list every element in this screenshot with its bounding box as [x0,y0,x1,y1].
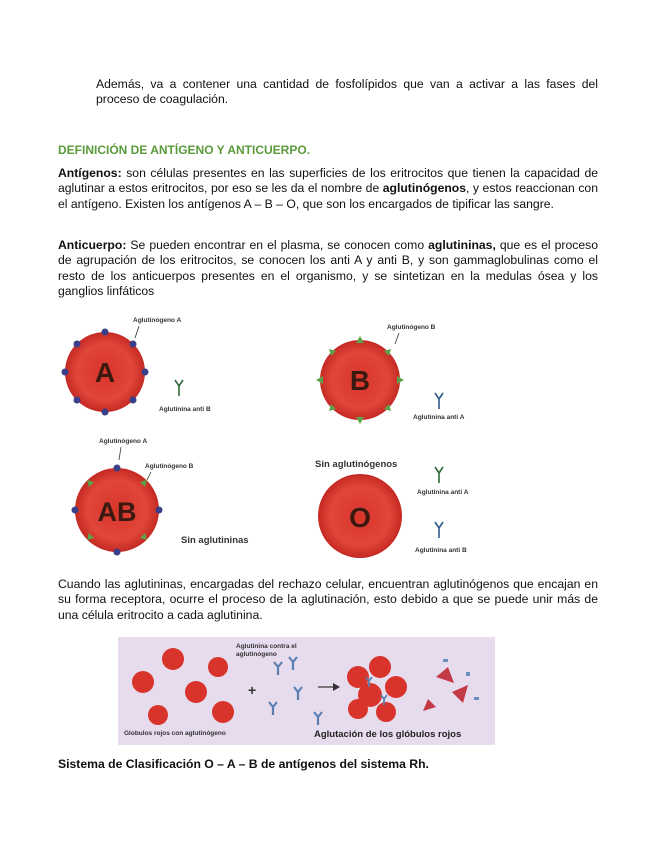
antigenos-paragraph [58,166,598,212]
svg-text:+: + [248,682,257,698]
agglutination-paragraph: Cuando las aglutininas, encargadas del rechazo celular, encuentran aglutinógenos que encajan en su forma receptora, ocurre el proceso de la aglutinación, esto debido a que se puede unir más de una célula eritrocito a cada aglutinina. [58,577,598,622]
antibody-anti-b-icon [175,380,183,396]
label-aglutinina-anti-b: Aglutinina anti B [159,406,211,413]
anticuerpo-paragraph [58,238,598,299]
anticuerpo-text-2: que es el proceso de agrupación de los eritrocitos, se conocen los anti A y anti B, y son gammaglobulinas como el resto de los anticuerpos presentes en el organismo, y se sintetizan en la medulas ósea y los ganglios linfáticos [58,238,598,298]
cell-a [62,329,149,416]
label-o-aglutinina-anti-a: Aglutinina anti A [417,489,469,496]
label-aglutinogeno-a: Aglutinógeno A [133,317,182,324]
cell-o-label: O [349,502,371,533]
antigenos-text-1: son células presentes en las superficies de los eritrocitos que tienen la capacidad de aglutinar a estos eritrocitos, por eso se les da el nombre de [58,166,598,196]
label-aglutacion: Aglutación de los glóbulos rojos [314,729,462,740]
antibody-anti-a-icon [435,393,443,409]
cell-b-label: B [349,365,371,396]
cell-a-label: A [94,357,116,388]
label-aglutinogeno-b: Aglutinógeno B [387,324,436,331]
label-globulos-rojos: Globulos rojos con aglutinógeno [124,730,226,737]
cell-ab [72,465,163,556]
cell-ab-label: AB [97,497,137,527]
aglutininas-term: aglutininas, [428,238,496,252]
agglutination-figure [118,637,495,745]
label-sin-aglutinogenos: Sin aglutinógenos [315,459,398,470]
antibody-o-anti-b-icon [435,522,443,538]
intro-paragraph: Además, va a contener una cantidad de fosfolípidos que van a activar a las fases del proceso de coagulación. [96,77,598,107]
figure-caption: Sistema de Clasificación O – A – B de antígenos del sistema Rh. [58,757,429,771]
antigenos-term: Antígenos: [58,166,122,180]
label-ab-aglutinogeno-b: Aglutinógeno B [145,463,194,470]
label-aglutinina-anti-a: Aglutinina anti A [413,414,465,421]
anticuerpo-text-1: Se pueden encontrar en el plasma, se conocen como [126,238,429,252]
antibody-o-anti-a-icon [435,467,443,483]
aglutinogenos-term: aglutinógenos [382,181,467,196]
cell-b [316,336,404,424]
label-sin-aglutininas: Sin aglutininas [181,535,249,546]
label-aglutinina-contra-2: aglutinógeno [236,651,277,658]
label-aglutinina-contra-1: Aglutinina contra el [236,643,297,650]
label-ab-aglutinogeno-a: Aglutinógeno A [99,438,148,445]
section-heading: DEFINICIÓN DE ANTÍGENO Y ANTICUERPO. [58,143,311,157]
label-o-aglutinina-anti-b: Aglutinina anti B [415,547,467,554]
anticuerpo-term: Anticuerpo: [58,238,127,252]
blood-type-figure [55,310,515,560]
cell-o [318,474,402,558]
antigenos-text-2: , y estos reaccionan con el antígeno. Existen los antígenos A – B – O, que son los encargados de tipificar las sangre. [58,181,598,211]
